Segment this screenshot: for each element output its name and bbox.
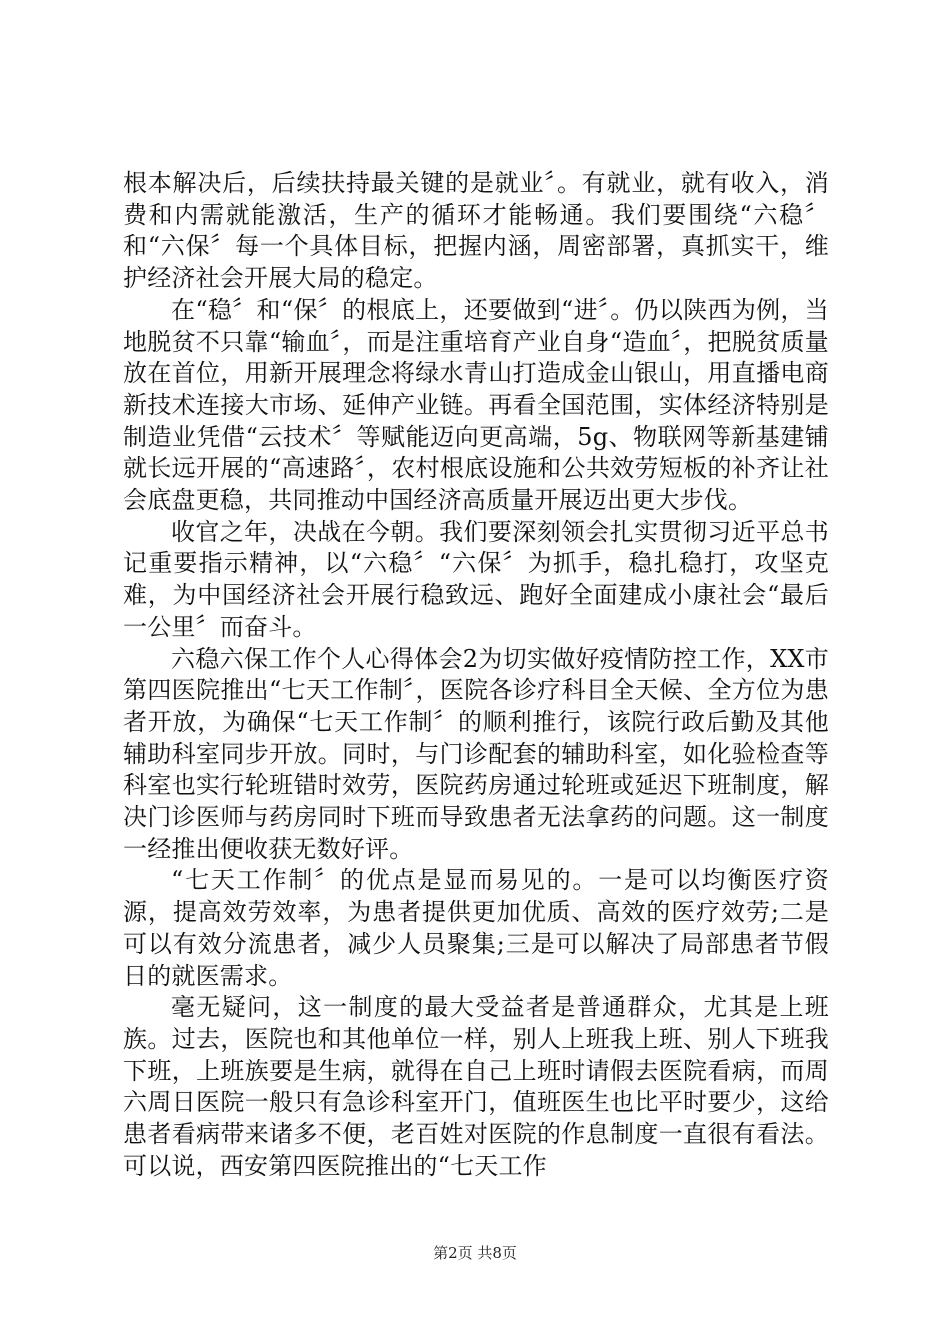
page-number-footer: 第2页 共8页 (433, 1244, 517, 1262)
paragraph-3: 收官之年，决战在今朝。我们要深刻领会扎实贯彻习近平总书记重要指示精神，以“六稳〞“六保〞为抓手，稳扎稳打，攻坚克难，为中国经济社会开展行稳致远、跑好全面建成小康社会“最后一公里〞而奋斗。 (123, 517, 829, 641)
paragraph-6: 毫无疑问，这一制度的最大受益者是普通群众，尤其是上班族。过去，医院也和其他单位一样，别人上班我上班、别人下班我下班，上班族要是生病，就得在自己上班时请假去医院看病，而周六周日医院一般只有急诊科室开门，值班医生也比平时要少，这给患者看病带来诸多不便，老百姓对医院的作息制度一直很有看法。可以说，西安第四医院推出的“七天工作 (123, 993, 829, 1180)
paragraph-5: “七天工作制〞的优点是显而易见的。一是可以均衡医疗资源，提高效劳效率，为患者提供更加优质、高效的医疗效劳;二是可以有效分流患者，减少人员聚集;三是可以解决了局部患者节假日的就医需求。 (123, 866, 829, 990)
paragraph-1: 根本解决后，后续扶持最关键的是就业〞。有就业，就有收入，消费和内需就能激活，生产的循环才能畅通。我们要围绕“六稳〞和“六保〞每一个具体目标，把握内涵，周密部署，真抓实干，维护经济社会开展大局的稳定。 (123, 169, 829, 293)
paragraph-2: 在“稳〞和“保〞的根底上，还要做到“进〞。仍以陕西为例，当地脱贫不只靠“输血〞，而是注重培育产业自身“造血〞，把脱贫质量放在首位，用新开展理念将绿水青山打造成金山银山，用直播电商新技术连接大市场、延伸产业链。再看全国范围，实体经济特别是制造业凭借“云技术〞等赋能迈向更高端，5g、物联网等新基建铺就长远开展的“高速路〞，农村根底设施和公共效劳短板的补齐让社会底盘更稳，共同推动中国经济高质量开展迈出更大步伐。 (123, 295, 829, 515)
document-body (123, 168, 829, 1183)
paragraph-4: 六稳六保工作个人心得体会2为切实做好疫情防控工作，XX市第四医院推出“七天工作制〞，医院各诊疗科目全天候、全方位为患者开放，为确保“七天工作制〞的顺利推行，该院行政后勤及其他辅助科室同步开放。同时，与门诊配套的辅助科室，如化验检查等科室也实行轮班错时效劳，医院药房通过轮班或延迟下班制度，解决门诊医师与药房同时下班而导致患者无法拿药的问题。这一制度一经推出便收获无数好评。 (123, 644, 829, 863)
